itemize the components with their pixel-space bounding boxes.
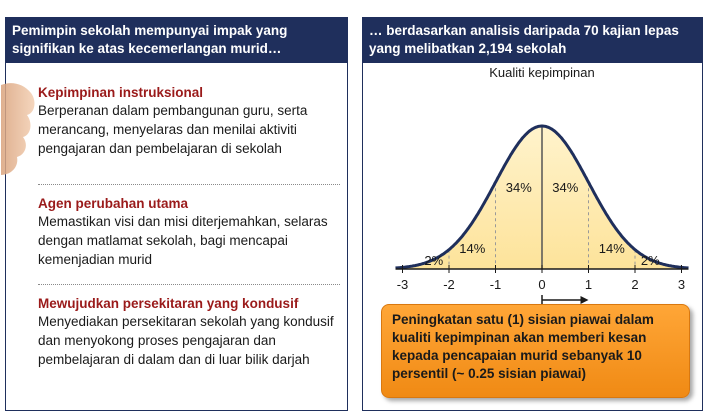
item-title: Mewujudkan persekitaran yang kondusif <box>38 296 299 311</box>
item-desc: Memastikan visi dan misi diterjemahkan, selaras dengan matlamat sekolah, bagi mencapai kemenjadian murid <box>38 214 328 267</box>
callout-box: Peningkatan satu (1) sisian piawai dalam kualiti kepimpinan akan memberi kesan kepada pencapaian murid sebanyak 10 persentil (~ 0.25 sisian piawai) <box>381 304 690 398</box>
region-label: 14% <box>598 241 625 256</box>
divider <box>38 284 340 285</box>
right-panel-header: … berdasarkan analisis daripada 70 kajian lepas yang melibatkan 2,194 sekolah <box>363 18 702 63</box>
left-panel-header: Pemimpin sekolah mempunyai impak yang signifikan ke atas kecemerlangan murid… <box>6 18 347 63</box>
item-instructional-leadership <box>38 84 343 158</box>
item-change-agent <box>38 195 343 269</box>
sd-arrow-head <box>581 296 589 304</box>
item-title: Agen perubahan utama <box>38 196 189 211</box>
region-label: 2% <box>640 253 660 268</box>
divider <box>38 184 340 185</box>
chart-title: Kualiti kepimpinan <box>489 65 595 80</box>
x-tick-label: -3 <box>396 277 409 292</box>
x-tick-label: 2 <box>631 277 639 292</box>
item-desc: Menyediakan persekitaran sekolah yang kondusif dan menyokong proses pengajaran dan pembelajaran di dalam dan di luar bilik darjah <box>38 314 334 367</box>
right-panel <box>362 17 703 411</box>
item-title: Kepimpinan instruksional <box>38 85 204 100</box>
item-conducive-environment <box>38 295 343 369</box>
x-tick-label: 3 <box>677 277 686 292</box>
x-tick-label: -1 <box>489 277 502 292</box>
item-desc: Berperanan dalam pembangunan guru, serta merancang, menyelaras dan menilai aktiviti pengajaran dan pembelajaran di sekolah <box>38 103 308 156</box>
x-tick-label: 1 <box>584 277 593 292</box>
x-tick-label: 0 <box>538 277 546 292</box>
region-label: 14% <box>459 241 486 256</box>
pointing-hand-icon <box>1 63 41 183</box>
normal-distribution-chart <box>363 63 704 313</box>
region-label: 2% <box>424 253 444 268</box>
region-label: 34% <box>505 180 532 195</box>
region-label: 34% <box>552 180 579 195</box>
x-tick-label: -2 <box>443 277 455 292</box>
left-panel <box>5 17 348 411</box>
